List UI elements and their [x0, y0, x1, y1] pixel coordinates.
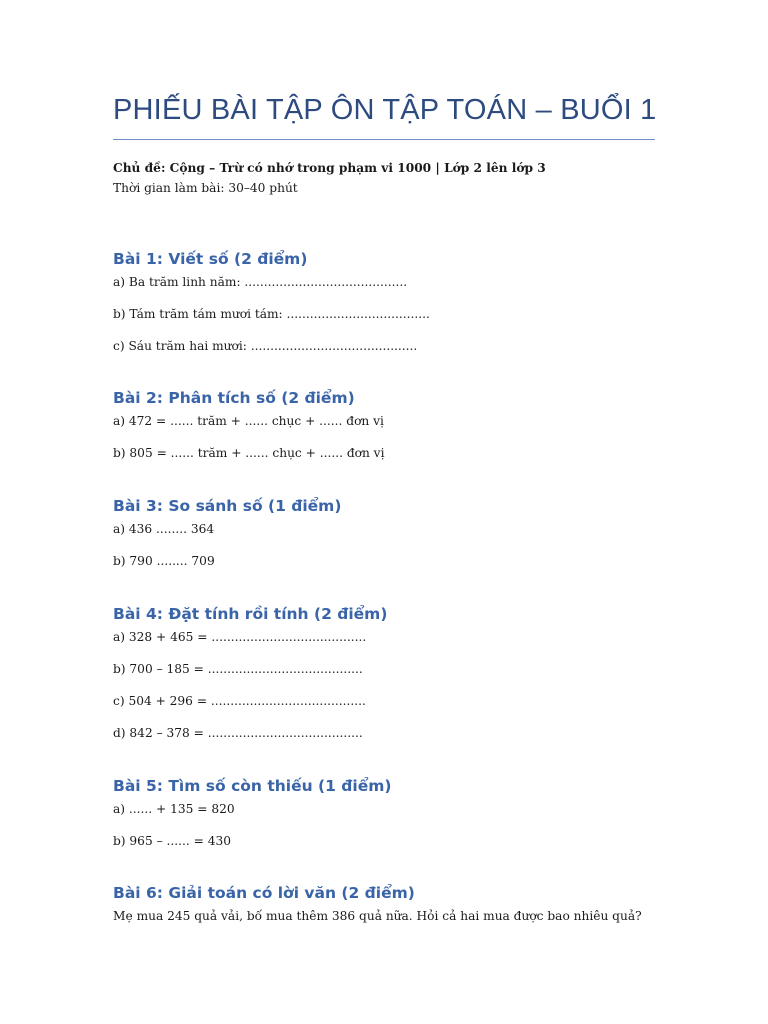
exercise-5-item-a: a) ...... + 135 = 820	[113, 802, 235, 816]
exercise-4-item-a: a) 328 + 465 = ........................................	[113, 630, 367, 644]
exercise-2-item-b: b) 805 = ...... trăm + ...... chục + ...... đơn vị	[113, 446, 385, 460]
exercise-1-item-b: b) Tám trăm tám mươi tám: .....................................	[113, 307, 430, 321]
exercise-5-heading: Bài 5: Tìm số còn thiếu (1 điểm)	[113, 777, 392, 795]
exercise-1-item-c: c) Sáu trăm hai mươi: ...........................................	[113, 339, 418, 353]
duration-line: Thời gian làm bài: 30–40 phút	[113, 181, 298, 195]
exercise-3-item-b: b) 790 ........ 709	[113, 554, 215, 568]
title-divider	[113, 139, 655, 140]
exercise-6-problem-text: Mẹ mua 245 quả vải, bố mua thêm 386 quả nữa. Hỏi cả hai mua được bao nhiêu quả?	[113, 909, 642, 923]
exercise-2-item-a: a) 472 = ...... trăm + ...... chục + ...... đơn vị	[113, 414, 384, 428]
exercise-6-heading: Bài 6: Giải toán có lời văn (2 điểm)	[113, 884, 415, 902]
exercise-4-heading: Bài 4: Đặt tính rồi tính (2 điểm)	[113, 605, 388, 623]
exercise-3-heading: Bài 3: So sánh số (1 điểm)	[113, 497, 342, 515]
exercise-4-item-b: b) 700 – 185 = ........................................	[113, 662, 363, 676]
subject-line: Chủ đề: Cộng – Trừ có nhớ trong phạm vi 1000 | Lớp 2 lên lớp 3	[113, 161, 546, 175]
exercise-1-item-a: a) Ba trăm linh năm: ..........................................	[113, 275, 408, 289]
exercise-3-item-a: a) 436 ........ 364	[113, 522, 215, 536]
exercise-4-item-d: d) 842 – 378 = ........................................	[113, 726, 363, 740]
exercise-2-heading: Bài 2: Phân tích số (2 điểm)	[113, 389, 355, 407]
exercise-5-item-b: b) 965 – ...... = 430	[113, 834, 232, 848]
page-title: PHIẾU BÀI TẬP ÔN TẬP TOÁN – BUỔI 1	[113, 94, 657, 126]
exercise-4-item-c: c) 504 + 296 = ........................................	[113, 694, 366, 708]
exercise-1-heading: Bài 1: Viết số (2 điểm)	[113, 250, 308, 268]
